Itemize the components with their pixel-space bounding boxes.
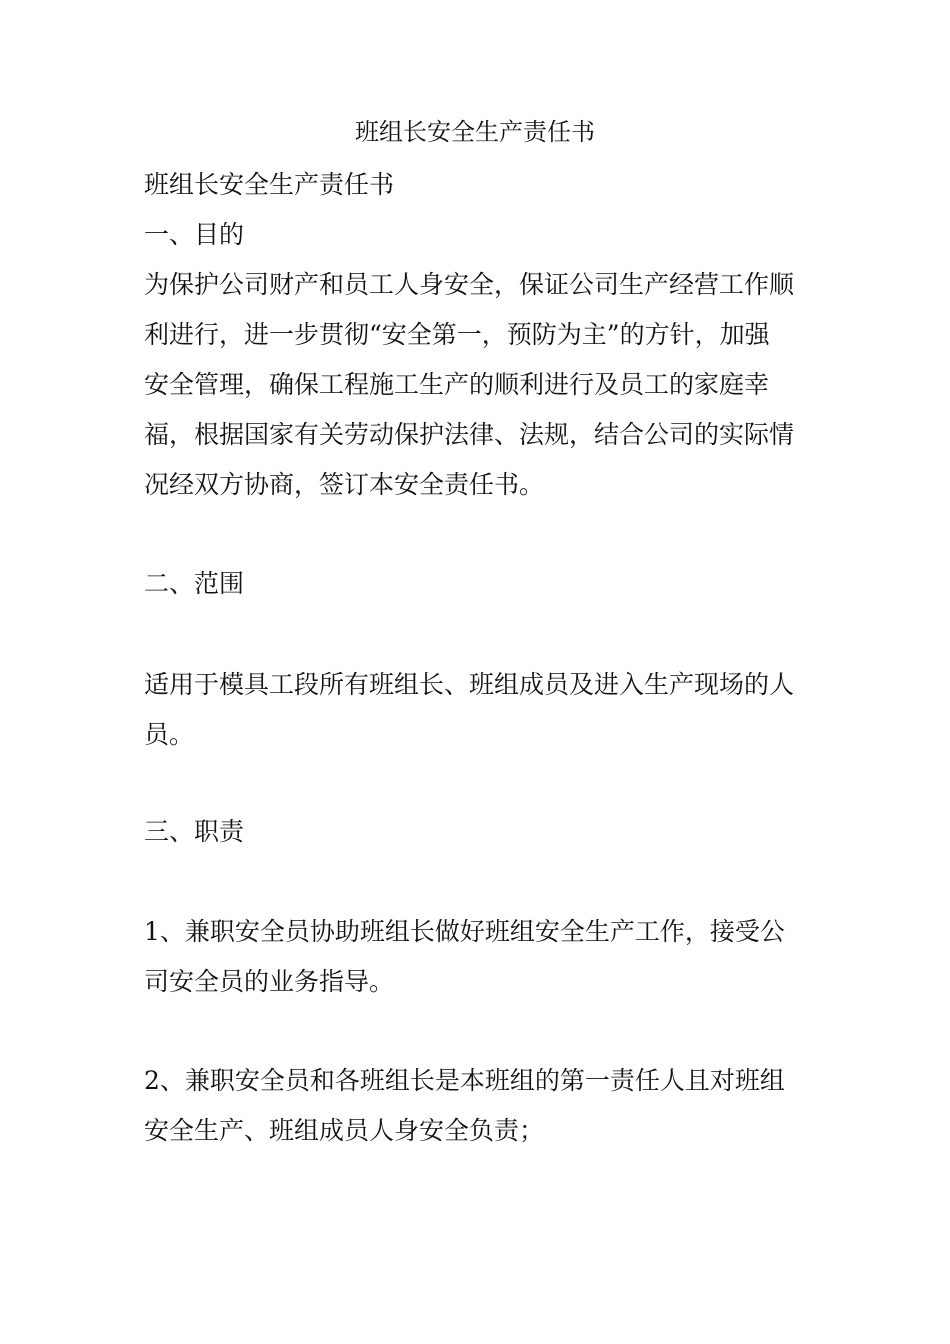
section-3-heading (144, 807, 812, 857)
paragraph-line: 为保护公司财产和员工人身安全，保证公司生产经营工作顺 (144, 270, 795, 299)
paragraph-line: 利进行，进一步贯彻“安全第一，预防为主”的方针，加强 (144, 320, 770, 349)
paragraph-line: 安全管理，确保工程施工生产的顺利进行及员工的家庭幸 (144, 370, 770, 399)
section-2-paragraph (144, 660, 812, 760)
section-3-item-1 (144, 907, 812, 1007)
section-1-paragraph (144, 260, 812, 510)
paragraph-line: 1、兼职安全员协助班组长做好班组安全生产工作，接受公 (144, 917, 785, 946)
section-3-item-2 (144, 1056, 812, 1156)
paragraph-line: 适用于模具工段所有班组长、班组成员及进入生产现场的人 (144, 670, 795, 699)
section-heading: 三、职责 (144, 817, 245, 846)
paragraph-line: 员。 (144, 720, 195, 749)
paragraph-line: 司安全员的业务指导。 (144, 967, 395, 996)
document-title: 班组长安全生产责任书 (355, 118, 595, 146)
section-heading: 二、范围 (144, 569, 245, 598)
subtitle-line: 班组长安全生产责任书 (144, 170, 395, 199)
section-2-heading (144, 559, 812, 609)
paragraph-line: 2、兼职安全员和各班组长是本班组的第一责任人且对班组 (144, 1066, 785, 1095)
paragraph-line: 况经双方协商，签订本安全责任书。 (144, 470, 545, 499)
section-1-heading (144, 210, 812, 260)
document-subtitle (144, 160, 812, 210)
paragraph-line: 安全生产、班组成员人身安全负责； (144, 1116, 545, 1145)
paragraph-line: 福，根据国家有关劳动保护法律、法规，结合公司的实际情 (144, 420, 795, 449)
section-heading: 一、目的 (144, 220, 245, 249)
